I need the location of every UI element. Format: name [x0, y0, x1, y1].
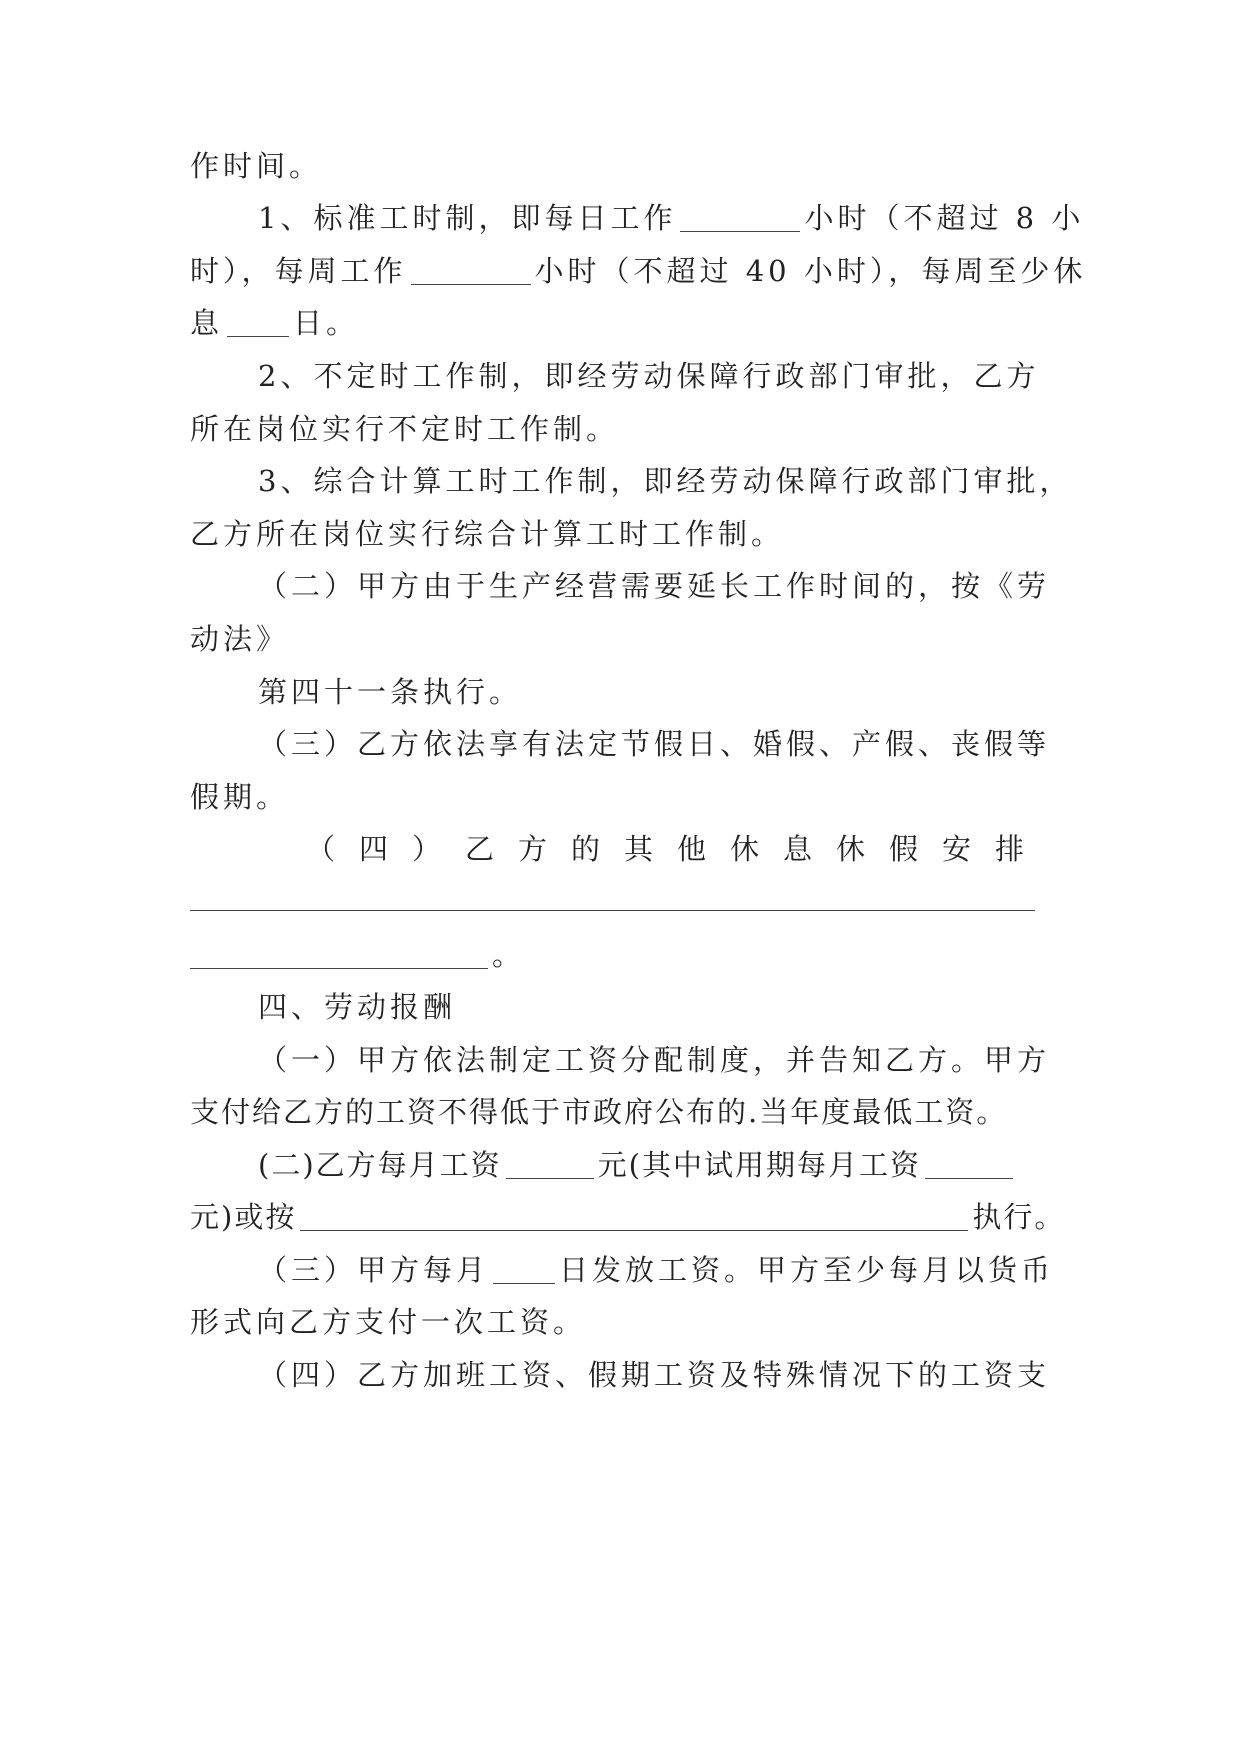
text: （四）乙方加班工资、假期工资及特殊情况下的工资支 — [258, 1358, 1051, 1392]
text-line — [190, 409, 1050, 449]
text-line — [258, 1145, 1050, 1185]
text-line — [258, 1355, 1050, 1395]
text: 第四十一条执行。 — [258, 675, 523, 709]
text-line — [258, 1040, 1050, 1080]
text: 1、标准工时制，即每日工作 — [258, 201, 677, 235]
text-line — [306, 829, 1066, 869]
text: 假期。 — [190, 780, 290, 814]
blank-field — [493, 1257, 555, 1284]
text: 元(其中试用期每月工资 — [597, 1148, 921, 1182]
text: 。 — [492, 938, 526, 972]
text-line — [258, 356, 1050, 396]
text: 支付给乙方的工资不得低于市政府公布的.当年度最低工资。 — [190, 1095, 1008, 1129]
text: 日。 — [293, 306, 360, 340]
text: 小时（不超过 40 小时），每周至少休 — [534, 254, 1087, 288]
blank-field — [506, 1152, 594, 1179]
text-line — [190, 935, 1050, 975]
blank-field-full — [190, 910, 1035, 911]
text-line — [190, 251, 1087, 291]
text: 2、不定时工作制，即经劳动保障行政部门审批，乙方 — [258, 359, 1040, 393]
text-line — [190, 303, 1050, 343]
blank-field — [190, 942, 488, 969]
text: 作时间。 — [190, 149, 323, 183]
text-line — [190, 514, 1050, 554]
text: 执行。 — [972, 1200, 1066, 1234]
text: 时），每周工作 — [190, 254, 407, 288]
text-line — [190, 1092, 1050, 1132]
text-line — [258, 672, 1050, 712]
text-line — [258, 1250, 1055, 1290]
text: 小时（不超过 8 小 — [804, 201, 1085, 235]
text: 元)或按 — [190, 1200, 297, 1234]
text: (二)乙方每月工资 — [258, 1148, 502, 1182]
text: 动法》 — [190, 622, 290, 656]
text: 乙方所在岗位实行综合计算工时工作制。 — [190, 517, 785, 551]
text-line — [190, 1302, 1050, 1342]
text: （一）甲方依法制定工资分配制度，并告知乙方。甲方 — [258, 1043, 1051, 1077]
blank-field — [925, 1152, 1013, 1179]
text: 息 — [190, 306, 224, 340]
text: 形式向乙方支付一次工资。 — [190, 1305, 587, 1339]
text-line — [258, 724, 1050, 764]
text-line — [190, 777, 1050, 817]
text-line — [258, 198, 1085, 238]
text-line — [190, 1197, 1066, 1237]
text: 四、劳动报酬 — [258, 990, 457, 1024]
section-heading — [258, 987, 1050, 1027]
text-line — [190, 619, 1050, 659]
blank-field — [411, 258, 531, 285]
text: （四）乙方的其他休息休假安排 — [306, 832, 1049, 866]
text: 所在岗位实行不定时工作制。 — [190, 412, 620, 446]
text: 3、综合计算工时工作制，即经劳动保障行政部门审批， — [258, 464, 1073, 498]
text: （三）甲方每月 — [258, 1253, 490, 1287]
blank-field — [680, 205, 800, 232]
text-line — [190, 146, 1050, 186]
blank-field — [227, 310, 289, 337]
text: （三）乙方依法享有法定节假日、婚假、产假、丧假等 — [258, 727, 1051, 761]
text-line — [258, 461, 1073, 501]
text-line — [258, 566, 1050, 606]
text: 日发放工资。甲方至少每月以货币 — [559, 1253, 1055, 1287]
text: （二）甲方由于生产经营需要延长工作时间的，按《劳 — [258, 569, 1051, 603]
blank-field — [300, 1204, 968, 1231]
